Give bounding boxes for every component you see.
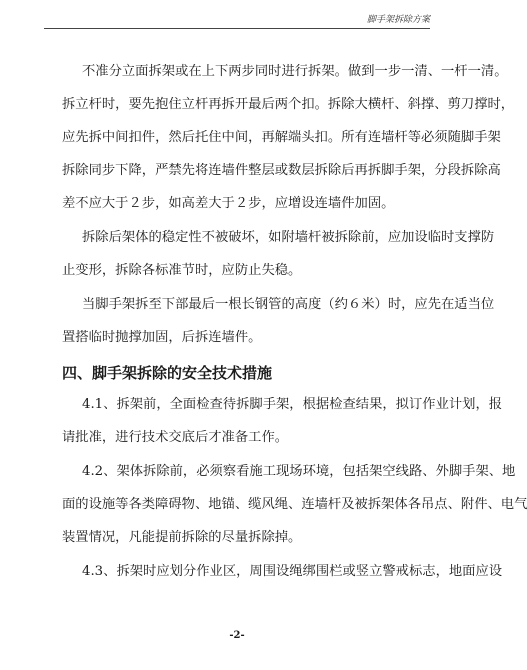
header-title: 脚手架拆除方案 bbox=[366, 15, 430, 25]
text-line: 当脚手架拆至下部最后一根长钢管的高度（约６米）时，应先在适当位 bbox=[82, 297, 495, 312]
page-number: -2- bbox=[229, 630, 245, 641]
text-line: 拆除后架体的稳定性不被破坏，如附墙杆被拆除前，应加设临时支撑防 bbox=[82, 230, 495, 245]
section-heading: 四、脚手架拆除的安全技术措施 bbox=[62, 364, 273, 382]
text-line: 不准分立面拆架或在上下两步同时进行拆架。做到一步一清、一杆一清。 bbox=[82, 64, 508, 79]
text-line: 4.1、拆架前，全面检查待拆脚手架，根据检查结果，拟订作业计划，报 bbox=[82, 397, 503, 412]
text-line: 4.2、架体拆除前，必须察看施工现场环境，包括架空线路、外脚手架、地 bbox=[82, 464, 516, 479]
text-line: 应先拆中间扣件，然后托住中间，再解端头扣。所有连墙杆等必须随脚手架 bbox=[62, 130, 501, 145]
text-line: 面的设施等各类障碍物、地锚、缆风绳、连墙杆及被拆架体各吊点、附件、电气 bbox=[62, 497, 527, 512]
text-line: 拆除同步下降，严禁先将连墙件整层或数层拆除后再拆脚手架，分段拆除高 bbox=[62, 163, 501, 178]
text-line: 差不应大于２步，如高差大于２步，应增设连墙件加固。 bbox=[62, 196, 395, 211]
text-line: 装置情况，凡能提前拆除的尽量拆除掉。 bbox=[62, 530, 302, 545]
header-rule bbox=[44, 28, 430, 29]
text-line: 4.3、拆架时应划分作业区，周围设绳绑围栏或竖立警戒标志，地面应设 bbox=[82, 564, 503, 579]
text-line: 拆立杆时，要先抱住立杆再拆开最后两个扣。拆除大横杆、斜撑、剪刀撑时， bbox=[62, 97, 515, 112]
text-line: 请批准，进行技术交底后才准备工作。 bbox=[62, 430, 289, 445]
text-line: 止变形，拆除各标准节时，应防止失稳。 bbox=[62, 263, 302, 278]
text-line: 置搭临时抛撑加固，后拆连墙件。 bbox=[62, 330, 262, 345]
